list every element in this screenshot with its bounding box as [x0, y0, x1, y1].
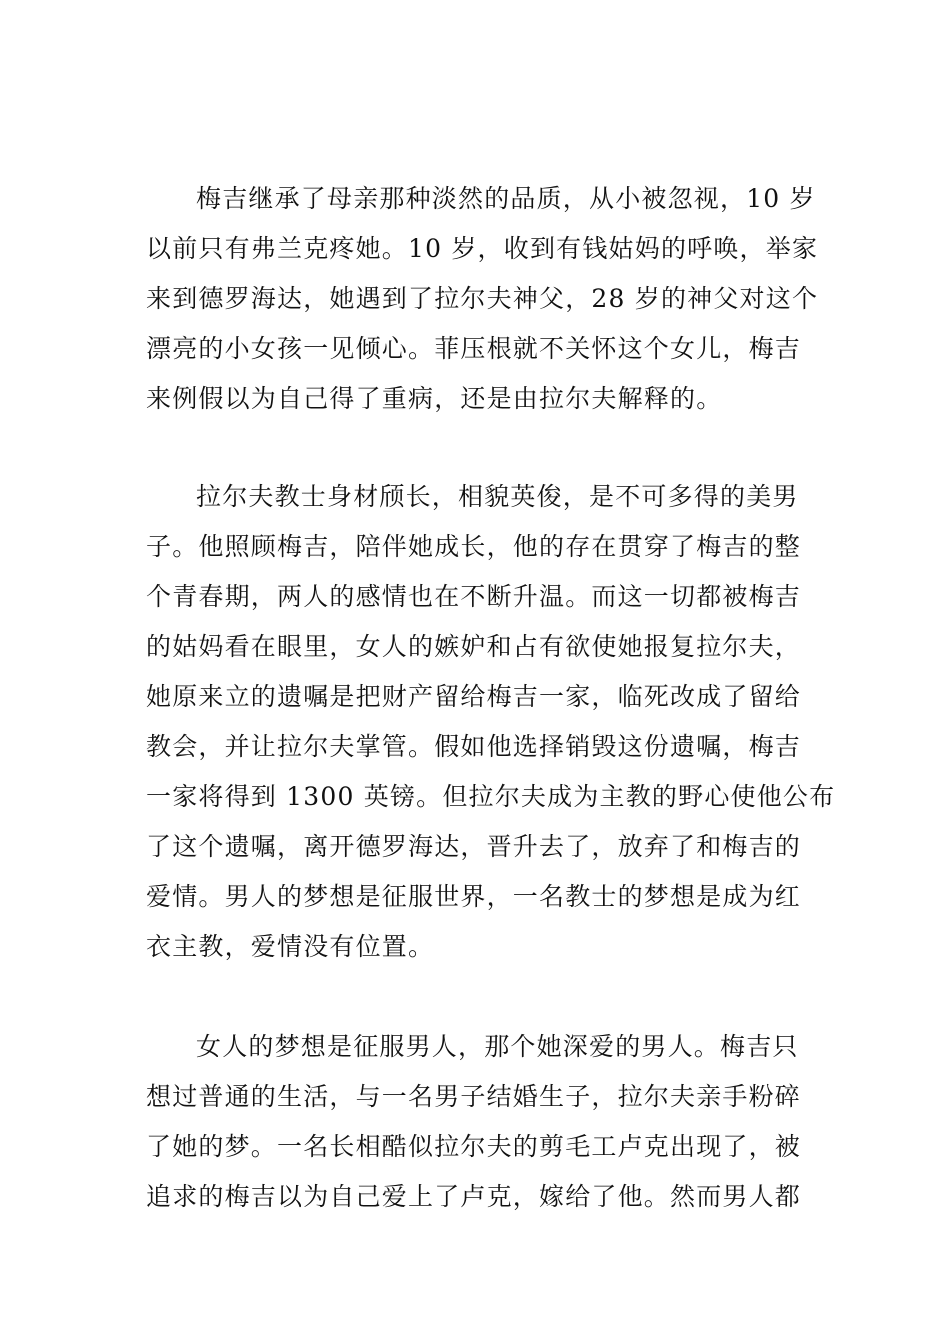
text-line: 了这个遗嘱，离开德罗海达，晋升去了，放弃了和梅吉的 — [146, 832, 802, 861]
text-line: 教会，并让拉尔夫掌管。假如他选择销毁这份遗嘱，梅吉 — [146, 732, 802, 761]
text-line: 一家将得到 1300 英镑。但拉尔夫成为主教的野心使他公布 — [146, 782, 836, 811]
text-line: 来到德罗海达，她遇到了拉尔夫神父，28 岁的神父对这个 — [146, 284, 819, 313]
text-line: 漂亮的小女孩一见倾心。菲压根就不关怀这个女儿，梅吉 — [146, 334, 802, 363]
text-line: 了她的梦。一名长相酷似拉尔夫的剪毛工卢克出现了，被 — [146, 1132, 802, 1161]
text-line: 个青春期，两人的感情也在不断升温。而这一切都被梅吉 — [146, 582, 802, 611]
text-line: 梅吉继承了母亲那种淡然的品质，从小被忽视，10 岁 — [196, 184, 816, 213]
text-line: 拉尔夫教士身材颀长，相貌英俊，是不可多得的美男 — [196, 482, 799, 511]
text-line: 追求的梅吉以为自己爱上了卢克，嫁给了他。然而男人都 — [146, 1182, 802, 1211]
text-line: 爱情。男人的梦想是征服世界，一名教士的梦想是成为红 — [146, 882, 802, 911]
text-line: 子。他照顾梅吉，陪伴她成长，他的存在贯穿了梅吉的整 — [146, 532, 802, 561]
text-line: 衣主教，爱情没有位置。 — [146, 932, 435, 961]
text-line: 来例假以为自己得了重病，还是由拉尔夫解释的。 — [146, 384, 723, 413]
text-line: 女人的梦想是征服男人，那个她深爱的男人。梅吉只 — [196, 1032, 799, 1061]
text-line: 她原来立的遗嘱是把财产留给梅吉一家，临死改成了留给 — [146, 682, 802, 711]
text-line: 以前只有弗兰克疼她。10 岁，收到有钱姑妈的呼唤，举家 — [146, 234, 819, 263]
text-line: 的姑妈看在眼里，女人的嫉妒和占有欲使她报复拉尔夫， — [146, 632, 802, 661]
text-line: 想过普通的生活，与一名男子结婚生子，拉尔夫亲手粉碎 — [146, 1082, 802, 1111]
